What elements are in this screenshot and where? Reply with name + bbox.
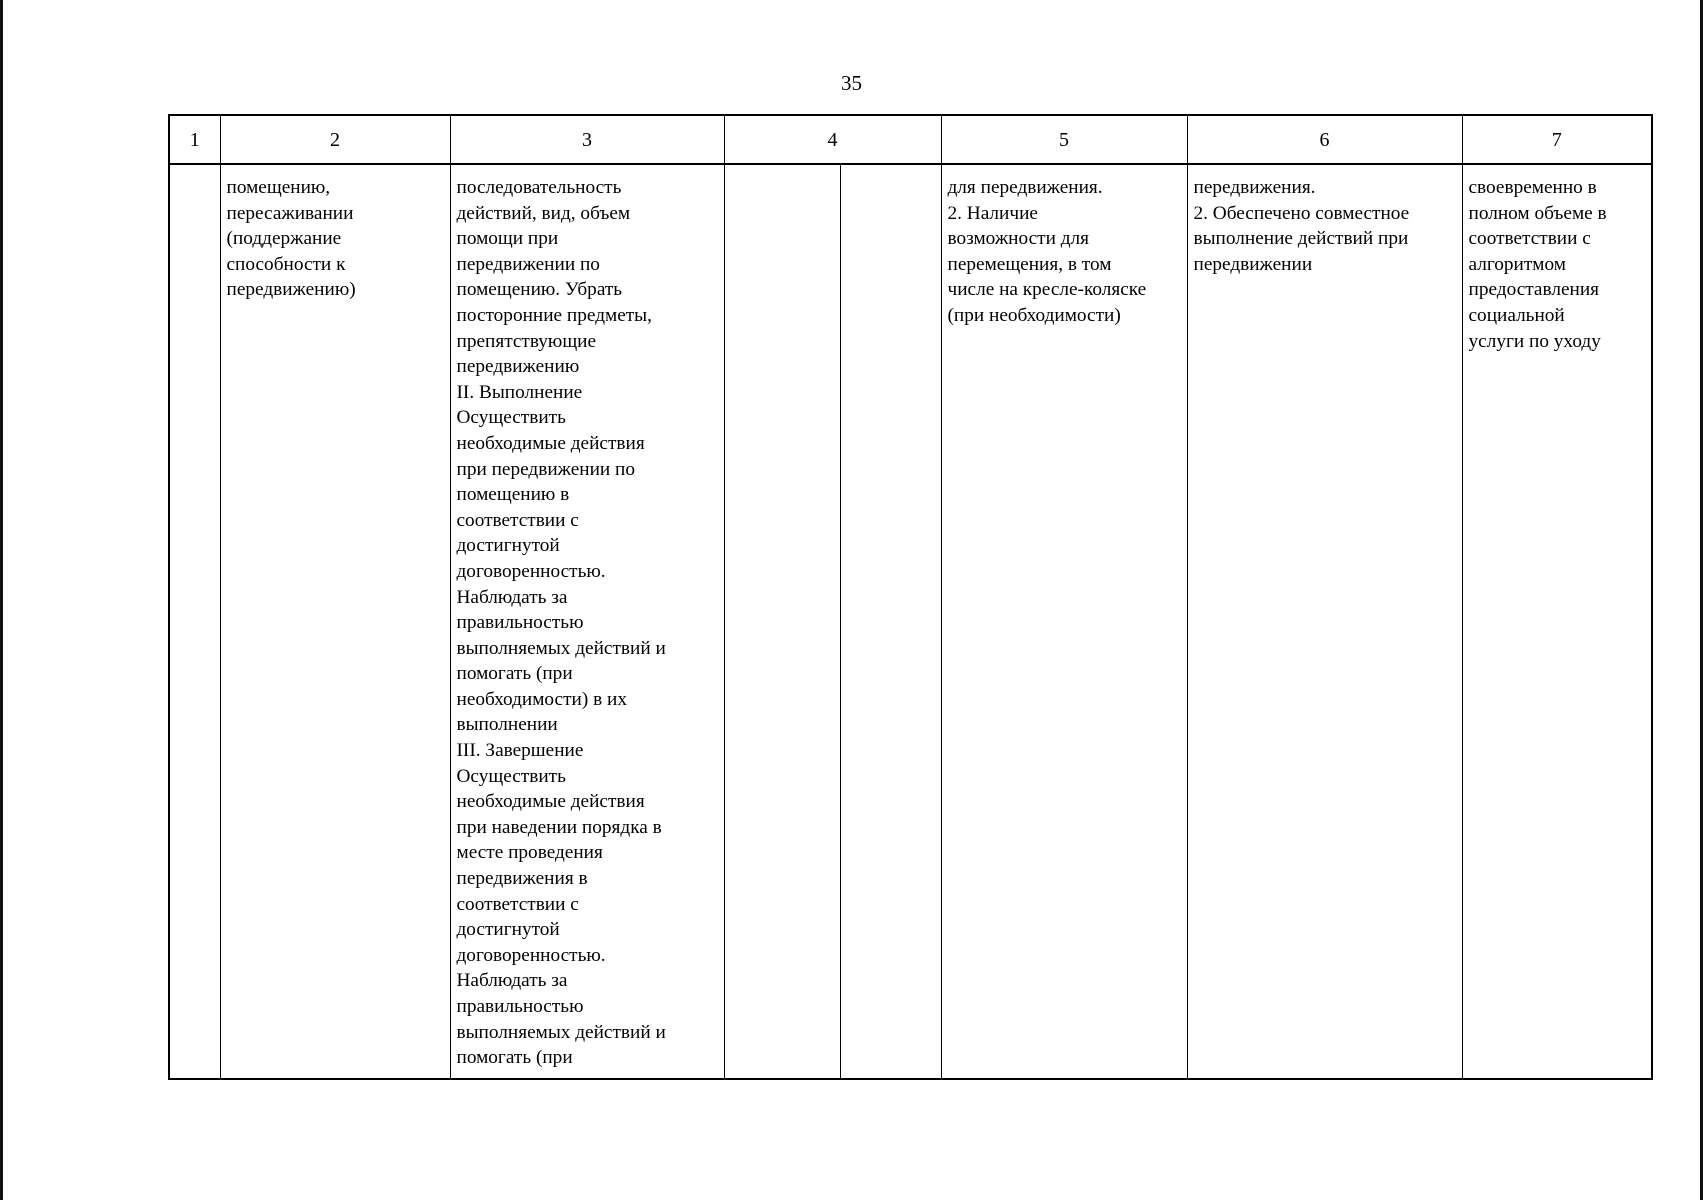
column-header-7: 7 bbox=[1462, 115, 1652, 164]
cell-col-2-text: помещению, пересаживании (поддержание способности к передвижению) bbox=[226, 177, 356, 301]
cell-col-3-text: последовательность действий, вид, объем помощи при передвижении по помещению. Убрать посторонние предметы, препятствующие передвижению II. Выполнение Осуществить необходимые действия при передвижении по помещению в соответствии с достигнутой договоренностью. Наблюдать за правильностью выполняемых действий и помогать (при необходимости) в их выполнении III. Завершение Осуществить необходимые действия при наведении порядка в месте проведения передвижения в соответствии с достигнутой договоренностью. Наблюдать за правильностью выполняемых действий и помогать (при bbox=[456, 177, 666, 1069]
table-row bbox=[169, 164, 1652, 1079]
column-header-5: 5 bbox=[941, 115, 1187, 164]
cell-col-4a-text bbox=[725, 165, 840, 175]
column-header-3: 3 bbox=[450, 115, 724, 164]
column-header-2: 2 bbox=[220, 115, 450, 164]
cell-col-6-text: передвижения. 2. Обеспечено совместное выполнение действий при передвижении bbox=[1193, 177, 1410, 275]
cell-col-4b bbox=[840, 164, 941, 1079]
column-header-4: 4 bbox=[724, 115, 941, 164]
page-number: 35 bbox=[841, 71, 862, 95]
cell-col-4a bbox=[724, 164, 840, 1079]
scan-edge-left bbox=[0, 0, 3, 1200]
cell-col-5 bbox=[941, 164, 1187, 1079]
column-header-1: 1 bbox=[169, 115, 220, 164]
cell-col-7 bbox=[1462, 164, 1652, 1079]
cell-col-7-text: своевременно в полном объеме в соответствии с алгоритмом предоставления социальной услуги по уходу bbox=[1468, 177, 1607, 352]
cell-col-1 bbox=[169, 164, 220, 1079]
services-table bbox=[168, 114, 1653, 1080]
table-header-row bbox=[169, 115, 1652, 164]
cell-col-6 bbox=[1187, 164, 1462, 1079]
column-header-6: 6 bbox=[1187, 115, 1462, 164]
cell-col-3 bbox=[450, 164, 724, 1079]
cell-col-4b-text bbox=[841, 165, 941, 175]
cell-col-5-text: для передвижения. 2. Наличие возможности для перемещения, в том числе на кресле-коляске (при необходимости) bbox=[947, 177, 1147, 326]
cell-col-1-text bbox=[170, 165, 220, 175]
cell-col-2 bbox=[220, 164, 450, 1079]
